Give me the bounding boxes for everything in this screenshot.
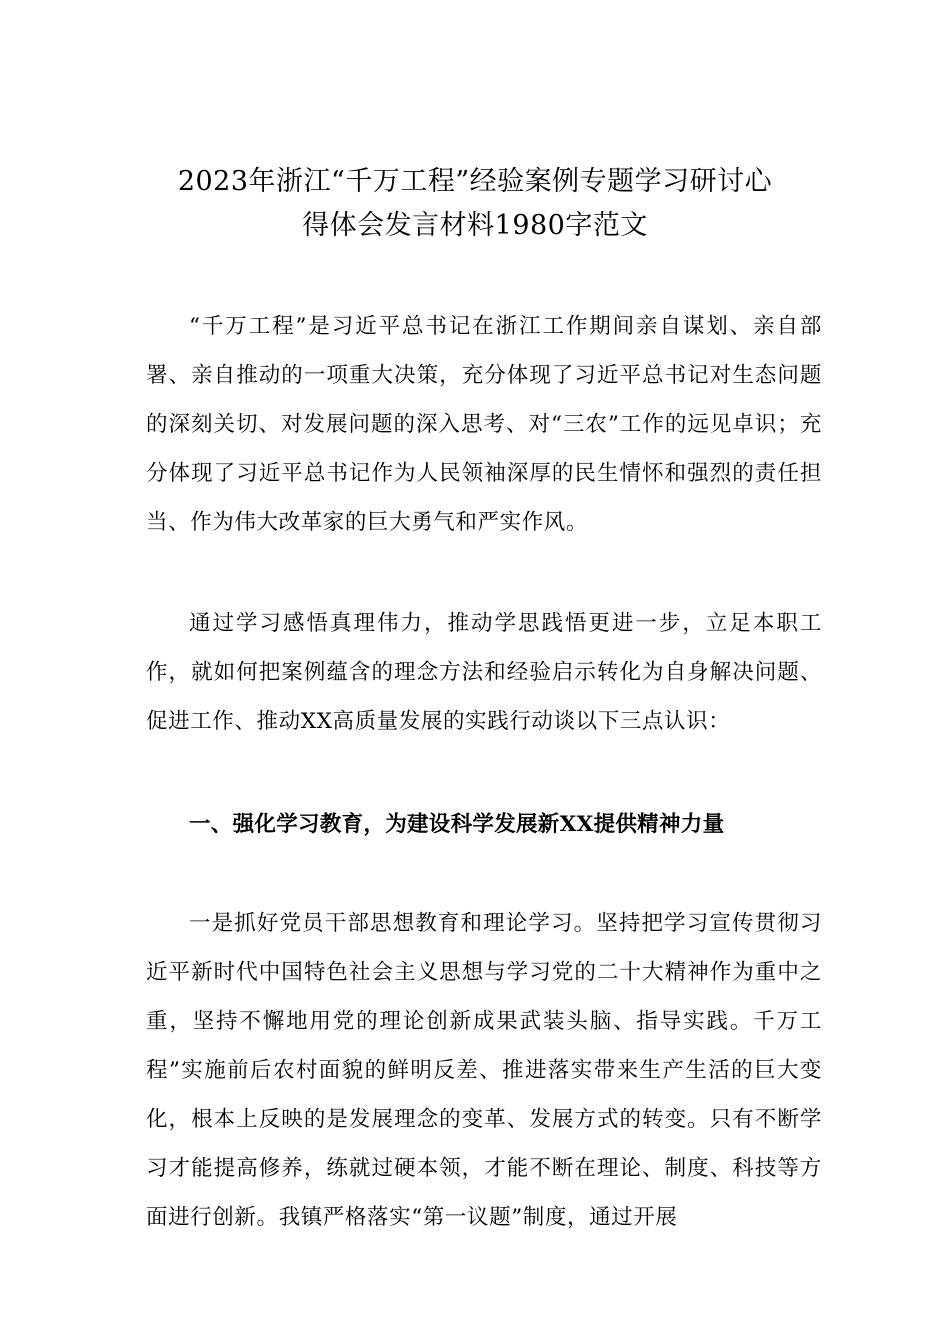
document-title <box>120 160 830 248</box>
title-line-2: 得体会发言材料1980字范文 <box>302 210 648 241</box>
paragraph-overview: 通过学习感悟真理伟力，推动学思践悟更进一步，立足本职工作，就如何把案例蕴含的理念方法和经验启示转化为自身解决问题、促进工作、推动XX高质量发展的实践行动谈以下三点认识： <box>146 611 822 734</box>
paragraph-intro: “千万工程”是习近平总书记在浙江工作期间亲自谋划、亲自部署、亲自推动的一项重大决策，充分体现了习近平总书记对生态问题的深刻关切、对发展问题的深入思考、对“三农”工作的远见卓识；充分体现了习近平总书记作为人民领袖深厚的民生情怀和强烈的责任担当、作为伟大改革家的巨大勇气和严实作风。 <box>146 314 822 535</box>
paragraph-section-1: 一是抓好党员干部思想教育和理论学习。坚持把学习宣传贯彻习近平新时代中国特色社会主义思想与学习党的二十大精神作为重中之重，坚持不懈地用党的理论创新成果武装头脑、指导实践。千万工程”实施前后农村面貌的鲜明反差、推进落实带来生产生活的巨大变化，根本上反映的是发展理念的变革、发展方式的转变。只有不断学习才能提高修养，练就过硬本领，才能不断在理论、制度、科技等方面进行创新。我镇严格落实“第一议题”制度，通过开展 <box>146 911 822 1230</box>
section-heading-1: 一、强化学习教育，为建设科学发展新XX提供精神力量 <box>189 812 725 837</box>
title-line-1: 2023年浙江“千万工程”经验案例专题学习研讨心 <box>177 166 773 197</box>
